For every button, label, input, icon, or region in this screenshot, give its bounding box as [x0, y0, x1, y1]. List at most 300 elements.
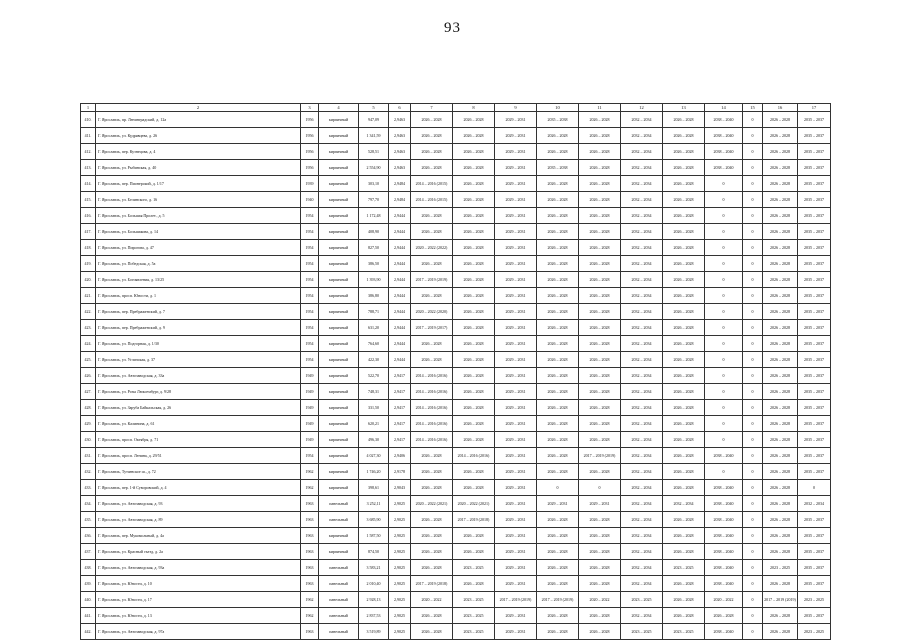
table-cell: 2032 – 2034: [621, 544, 663, 560]
table-cell: 2032 – 2034: [621, 304, 663, 320]
table-cell: 2035 – 2038: [537, 160, 579, 176]
table-cell: 0: [743, 352, 763, 368]
table-cell: 2,9025: [389, 592, 411, 608]
table-cell: 0: [743, 416, 763, 432]
table-cell: 2035 – 2037: [798, 432, 831, 448]
table-cell: 2035 – 2037: [798, 176, 831, 192]
table-cell: 0: [705, 400, 743, 416]
table-cell: 0: [705, 208, 743, 224]
table-cell: 2035 – 2037: [798, 448, 831, 464]
table-row: [81, 224, 831, 240]
row-number: 413.: [81, 160, 96, 176]
table-cell: 0: [743, 480, 763, 496]
address-cell: Г. Ярославль, пер. Пребраженский, д. 9: [96, 320, 301, 336]
row-number: 425.: [81, 352, 96, 368]
table-cell: 2026 – 2028: [663, 544, 705, 560]
table-cell: 2026 – 2028: [453, 112, 495, 128]
address-cell: Г. Ярославль, ул. Автозаводская, д. 89: [96, 512, 301, 528]
address-cell: Г. Ярославль, ул. Автозаводская, д. 97а: [96, 624, 301, 640]
table-cell: 0: [537, 480, 579, 496]
table-cell: 2023 – 2025: [453, 608, 495, 624]
table-cell: 2026 – 2028: [763, 464, 798, 480]
table-cell: 2026 – 2028: [411, 128, 453, 144]
table-cell: 2,9025: [389, 576, 411, 592]
table-cell: 2 010,40: [359, 576, 389, 592]
table-cell: 1 746,20: [359, 464, 389, 480]
table-cell: 2038 – 2040: [705, 576, 743, 592]
table-cell: 0: [743, 576, 763, 592]
table-cell: 2026 – 2028: [537, 384, 579, 400]
table-cell: 0: [705, 352, 743, 368]
table-cell: 2026 – 2028: [453, 272, 495, 288]
table-cell: 2029 – 2031: [495, 608, 537, 624]
table-cell: 2029 – 2031: [495, 208, 537, 224]
page-number: 93: [444, 20, 461, 36]
table-cell: 1954: [301, 304, 319, 320]
table-cell: 2026 – 2028: [663, 240, 705, 256]
table-cell: 2032 – 2034: [621, 416, 663, 432]
address-cell: Г. Ярославль, просп. Октября, д. 71: [96, 432, 301, 448]
row-number: 415.: [81, 192, 96, 208]
table-row: [81, 320, 831, 336]
table-cell: 1956: [301, 144, 319, 160]
table-cell: 2035 – 2037: [798, 240, 831, 256]
table-cell: 797,70: [359, 192, 389, 208]
table-cell: 2,9025: [389, 560, 411, 576]
table-cell: 2026 – 2028: [537, 336, 579, 352]
table-row: [81, 256, 831, 272]
address-cell: Г. Ярославль, пер. Пребраженский, д. 7: [96, 304, 301, 320]
table-cell: 748,31: [359, 384, 389, 400]
table-cell: 331,50: [359, 400, 389, 416]
table-cell: 2026 – 2028: [663, 304, 705, 320]
table-cell: 1962: [301, 608, 319, 624]
table-cell: 2026 – 2028: [763, 384, 798, 400]
table-cell: 2,9025: [389, 512, 411, 528]
table-cell: 2038 – 2040: [705, 160, 743, 176]
table-cell: кирпичный: [319, 384, 359, 400]
table-cell: 2032 – 2034: [621, 160, 663, 176]
table-cell: 2026 – 2028: [663, 512, 705, 528]
table-cell: кирпичный: [319, 368, 359, 384]
table-cell: 2026 – 2028: [537, 208, 579, 224]
table-cell: 1956: [301, 128, 319, 144]
table-cell: 2 837,53: [359, 608, 389, 624]
table-cell: кирпичный: [319, 176, 359, 192]
table-cell: 0: [705, 464, 743, 480]
table-row: [81, 208, 831, 224]
table-cell: 2026 – 2028: [453, 384, 495, 400]
table-cell: 2017 – 2019 (2019): [495, 592, 537, 608]
table-cell: 2029 – 2031: [495, 512, 537, 528]
table-cell: 1956: [301, 160, 319, 176]
table-cell: 2026 – 2028: [453, 160, 495, 176]
table-cell: 2038 – 2040: [705, 624, 743, 640]
table-cell: 0: [743, 160, 763, 176]
table-cell: 2038 – 2040: [705, 528, 743, 544]
table-cell: 2032 – 2034: [621, 512, 663, 528]
table-cell: 2014 – 2016 (2015): [411, 176, 453, 192]
table-cell: 2026 – 2028: [411, 528, 453, 544]
table-cell: 2026 – 2028: [579, 560, 621, 576]
table-cell: 2026 – 2028: [579, 176, 621, 192]
table-cell: 2026 – 2028: [763, 544, 798, 560]
table-cell: 2026 – 2028: [763, 496, 798, 512]
table-cell: 2026 – 2028: [537, 176, 579, 192]
table-cell: панельный: [319, 496, 359, 512]
table-cell: 2023 – 2025: [453, 560, 495, 576]
address-cell: Г. Ярославль, ул. Большакова, д. 14: [96, 224, 301, 240]
table-cell: 2026 – 2028: [663, 272, 705, 288]
table-cell: 2017 – 2019 (2017): [411, 320, 453, 336]
table-cell: 2026 – 2028: [579, 608, 621, 624]
table-cell: 0: [705, 368, 743, 384]
table-cell: 2,9417: [389, 432, 411, 448]
table-cell: 303,10: [359, 176, 389, 192]
table-cell: 2026 – 2028: [453, 368, 495, 384]
table-cell: 2026 – 2028: [663, 336, 705, 352]
table-cell: 2035 – 2037: [798, 560, 831, 576]
address-cell: Г. Ярославль, пер. Пионерский, д. 1/17: [96, 176, 301, 192]
row-number: 430.: [81, 432, 96, 448]
table-cell: 2026 – 2028: [763, 624, 798, 640]
table-cell: панельный: [319, 512, 359, 528]
table-cell: 0: [705, 320, 743, 336]
table-cell: 1962: [301, 480, 319, 496]
table-cell: 2 554,90: [359, 160, 389, 176]
table-cell: 2026 – 2028: [763, 448, 798, 464]
table-cell: 2026 – 2028: [579, 544, 621, 560]
table-cell: 2026 – 2028: [453, 240, 495, 256]
table-cell: 2023 – 2025: [798, 592, 831, 608]
table-cell: 2026 – 2028: [537, 368, 579, 384]
table-cell: 2026 – 2028: [663, 368, 705, 384]
table-row: [81, 288, 831, 304]
address-cell: Г. Ярославль, пер. Мукомольный, д. 4а: [96, 528, 301, 544]
table-cell: 2,9444: [389, 336, 411, 352]
address-cell: Г. Ярославль, просп. Юности, д. 1: [96, 288, 301, 304]
table-row: [81, 352, 831, 368]
table-cell: кирпичный: [319, 432, 359, 448]
table-cell: 3 252,11: [359, 496, 389, 512]
table-cell: 2032 – 2034: [621, 144, 663, 160]
table-cell: 2026 – 2028: [579, 320, 621, 336]
table-cell: 2032 – 2034: [621, 384, 663, 400]
table-cell: 2,9025: [389, 608, 411, 624]
table-cell: 2038 – 2040: [705, 496, 743, 512]
table-cell: 2026 – 2028: [763, 304, 798, 320]
table-cell: 2,9444: [389, 304, 411, 320]
table-cell: 2026 – 2028: [663, 224, 705, 240]
row-number: 412.: [81, 144, 96, 160]
table-cell: 2026 – 2028: [663, 128, 705, 144]
table-cell: 2032 – 2034: [621, 608, 663, 624]
table-cell: 2,9025: [389, 528, 411, 544]
table-row: [81, 128, 831, 144]
table-cell: 2029 – 2031: [495, 464, 537, 480]
table-cell: 2017 – 2019 (2019): [763, 592, 798, 608]
table-cell: 2,9484: [389, 176, 411, 192]
table-cell: кирпичный: [319, 320, 359, 336]
table-cell: 2023 – 2025: [621, 624, 663, 640]
table-cell: 386,50: [359, 256, 389, 272]
address-cell: Г. Ярославль, ул. Рыбинская, д. 40: [96, 160, 301, 176]
table-cell: 2,9043: [389, 480, 411, 496]
table-cell: 496,30: [359, 432, 389, 448]
table-cell: 2026 – 2028: [579, 432, 621, 448]
table-cell: 2026 – 2028: [663, 480, 705, 496]
table-cell: 1956: [301, 112, 319, 128]
column-number: 1: [81, 104, 96, 112]
table-cell: 1 172,48: [359, 208, 389, 224]
table-cell: 2032 – 2034: [621, 352, 663, 368]
row-number: 411.: [81, 128, 96, 144]
table-cell: 2,9444: [389, 288, 411, 304]
row-number: 416.: [81, 208, 96, 224]
column-number: 12: [621, 104, 663, 112]
table-cell: 2026 – 2028: [453, 528, 495, 544]
address-cell: Г. Ярославль, ул. Подгорная, д. 1/30: [96, 336, 301, 352]
table-cell: 2029 – 2031: [495, 480, 537, 496]
table-cell: 2026 – 2028: [663, 144, 705, 160]
table-cell: 2026 – 2028: [663, 448, 705, 464]
table-cell: 2026 – 2028: [763, 576, 798, 592]
table-cell: 2029 – 2031: [495, 576, 537, 592]
table-cell: 2017 – 2019 (2018): [411, 576, 453, 592]
table-cell: 2032 – 2034: [621, 400, 663, 416]
table-cell: 0: [743, 144, 763, 160]
table-cell: 528,51: [359, 144, 389, 160]
table-cell: 2023 – 2025: [663, 624, 705, 640]
row-number: 419.: [81, 256, 96, 272]
table-cell: 2032 – 2034: [621, 256, 663, 272]
table-cell: 2026 – 2028: [579, 400, 621, 416]
table-cell: 0: [705, 240, 743, 256]
table-cell: 874,50: [359, 544, 389, 560]
row-number: 440.: [81, 592, 96, 608]
table-cell: кирпичный: [319, 304, 359, 320]
table-cell: 1954: [301, 208, 319, 224]
table-cell: 2,9463: [389, 112, 411, 128]
table-cell: 2035 – 2037: [798, 144, 831, 160]
table-cell: 764,60: [359, 336, 389, 352]
table-cell: 2032 – 2034: [663, 496, 705, 512]
table-cell: 0: [743, 240, 763, 256]
address-cell: Г. Ярославль, ул. Кудрявцева, д. 26: [96, 128, 301, 144]
table-cell: панельный: [319, 624, 359, 640]
table-cell: 0: [743, 384, 763, 400]
table-cell: 2,9444: [389, 256, 411, 272]
row-number: 431.: [81, 448, 96, 464]
table-cell: 2026 – 2028: [663, 160, 705, 176]
table-cell: 2026 – 2028: [663, 464, 705, 480]
table-cell: 0: [743, 320, 763, 336]
row-number: 436.: [81, 528, 96, 544]
address-cell: Г. Ярославль, ул. Автозаводская, д. 93а: [96, 560, 301, 576]
table-cell: 2026 – 2028: [411, 464, 453, 480]
table-cell: 2026 – 2028: [453, 464, 495, 480]
table-row: [81, 192, 831, 208]
table-cell: 2026 – 2028: [411, 560, 453, 576]
table-cell: 2,9444: [389, 272, 411, 288]
table-row: [81, 384, 831, 400]
address-cell: Г. Ярославль, ул. Красный съезд, д. 2а: [96, 544, 301, 560]
row-number: 441.: [81, 608, 96, 624]
table-cell: 2,9025: [389, 496, 411, 512]
table-cell: 0: [705, 288, 743, 304]
table-cell: 3 583,21: [359, 560, 389, 576]
table-cell: 2032 – 2034: [621, 368, 663, 384]
table-header-row: [81, 104, 831, 112]
address-cell: Г. Ярославль, ул. Пирогова, д. 47: [96, 240, 301, 256]
table-cell: кирпичный: [319, 128, 359, 144]
table-cell: 1949: [301, 384, 319, 400]
table-row: [81, 496, 831, 512]
table-cell: 2020 – 2022: [705, 592, 743, 608]
table-cell: 522,70: [359, 368, 389, 384]
table-cell: 2035 – 2037: [798, 384, 831, 400]
table-cell: 2038 – 2040: [705, 128, 743, 144]
table-cell: кирпичный: [319, 352, 359, 368]
table-cell: 2032 – 2034: [621, 576, 663, 592]
table-cell: 2032 – 2034: [621, 464, 663, 480]
table-cell: кирпичный: [319, 240, 359, 256]
table-cell: 2026 – 2028: [763, 608, 798, 624]
table-row: [81, 432, 831, 448]
table-row: [81, 416, 831, 432]
table-cell: 2,9406: [389, 448, 411, 464]
column-number: 3: [301, 104, 319, 112]
row-number: 442.: [81, 624, 96, 640]
table-cell: 2026 – 2028: [453, 432, 495, 448]
table-row: [81, 512, 831, 528]
table-cell: 0: [743, 304, 763, 320]
table-row: [81, 624, 831, 640]
table-cell: 2026 – 2028: [537, 272, 579, 288]
table-cell: 1954: [301, 352, 319, 368]
row-number: 414.: [81, 176, 96, 192]
table-cell: 2029 – 2031: [495, 240, 537, 256]
table-row: [81, 368, 831, 384]
table-row: [81, 592, 831, 608]
table-cell: 0: [705, 224, 743, 240]
table-cell: 1963: [301, 544, 319, 560]
table-cell: 2,9444: [389, 320, 411, 336]
table-cell: 2026 – 2028: [763, 320, 798, 336]
table-cell: кирпичный: [319, 480, 359, 496]
table-cell: 2,9484: [389, 192, 411, 208]
table-cell: кирпичный: [319, 464, 359, 480]
table-cell: 1949: [301, 416, 319, 432]
table-cell: 2026 – 2028: [411, 112, 453, 128]
table-cell: 2,9025: [389, 624, 411, 640]
table-cell: 422,30: [359, 352, 389, 368]
address-cell: Г. Ярославль, Тутаевское ш., д. 72: [96, 464, 301, 480]
table-cell: 2026 – 2028: [537, 608, 579, 624]
table-cell: 2026 – 2028: [537, 512, 579, 528]
table-cell: 2026 – 2028: [537, 304, 579, 320]
table-cell: 2035 – 2037: [798, 256, 831, 272]
column-number: 8: [453, 104, 495, 112]
table-cell: 2035 – 2037: [798, 320, 831, 336]
table-cell: кирпичный: [319, 544, 359, 560]
table-cell: 2026 – 2028: [663, 320, 705, 336]
table-cell: 2026 – 2028: [663, 176, 705, 192]
table-cell: 2026 – 2028: [411, 480, 453, 496]
table-cell: 2035 – 2037: [798, 160, 831, 176]
table-cell: 2026 – 2028: [663, 432, 705, 448]
table-cell: 2038 – 2040: [705, 544, 743, 560]
column-number: 4: [319, 104, 359, 112]
table-row: [81, 576, 831, 592]
table-cell: 2026 – 2028: [537, 192, 579, 208]
table-cell: 0: [743, 624, 763, 640]
table-cell: 2029 – 2031: [495, 432, 537, 448]
table-cell: 2038 – 2040: [705, 512, 743, 528]
table-cell: 2026 – 2028: [411, 544, 453, 560]
table-cell: 2026 – 2028: [763, 368, 798, 384]
table-cell: 2026 – 2028: [763, 432, 798, 448]
table-cell: 2026 – 2028: [453, 304, 495, 320]
table-cell: 2038 – 2040: [705, 480, 743, 496]
table-cell: 2029 – 2031: [537, 496, 579, 512]
table-cell: 2026 – 2028: [453, 416, 495, 432]
table-cell: 1963: [301, 528, 319, 544]
column-number: 5: [359, 104, 389, 112]
table-cell: 2026 – 2028: [579, 128, 621, 144]
table-cell: 2026 – 2028: [411, 160, 453, 176]
table-row: [81, 144, 831, 160]
table-cell: 2029 – 2031: [495, 272, 537, 288]
table-cell: 2,9025: [389, 544, 411, 560]
table-cell: 2026 – 2028: [537, 224, 579, 240]
table-cell: 2,9417: [389, 416, 411, 432]
address-cell: Г. Ярославль, ул. Угличская, д. 37: [96, 352, 301, 368]
table-cell: 2026 – 2028: [663, 288, 705, 304]
table-cell: 2014 – 2016 (2016): [453, 448, 495, 464]
table-cell: 2026 – 2028: [411, 288, 453, 304]
table-cell: панельный: [319, 592, 359, 608]
table-cell: 2026 – 2028: [453, 544, 495, 560]
row-number: 433.: [81, 480, 96, 496]
table-cell: 2017 – 2019 (2019): [537, 592, 579, 608]
column-number: 7: [411, 104, 453, 112]
table-cell: кирпичный: [319, 192, 359, 208]
table-cell: 398,61: [359, 480, 389, 496]
table-cell: 0: [743, 608, 763, 624]
table-cell: 2026 – 2028: [411, 352, 453, 368]
table-cell: 2023 – 2025: [798, 624, 831, 640]
table-cell: 2,9444: [389, 352, 411, 368]
table-cell: 2026 – 2028: [663, 608, 705, 624]
table-cell: 2032 – 2034: [798, 496, 831, 512]
table-cell: 2026 – 2028: [537, 624, 579, 640]
table-cell: 2020 – 2022: [411, 592, 453, 608]
table-cell: 2032 – 2034: [621, 224, 663, 240]
table-cell: 2026 – 2028: [453, 144, 495, 160]
column-number: 15: [743, 104, 763, 112]
table-cell: 1 587,50: [359, 528, 389, 544]
table-cell: 2032 – 2034: [621, 208, 663, 224]
table-cell: кирпичный: [319, 112, 359, 128]
table-cell: 3 519,89: [359, 624, 389, 640]
row-number: 417.: [81, 224, 96, 240]
table-cell: 2035 – 2037: [798, 400, 831, 416]
table-cell: 2029 – 2031: [495, 160, 537, 176]
address-cell: Г. Ярославль, ул. Юности, д. 10: [96, 576, 301, 592]
table-cell: 2026 – 2028: [663, 384, 705, 400]
table-cell: 2026 – 2028: [663, 416, 705, 432]
